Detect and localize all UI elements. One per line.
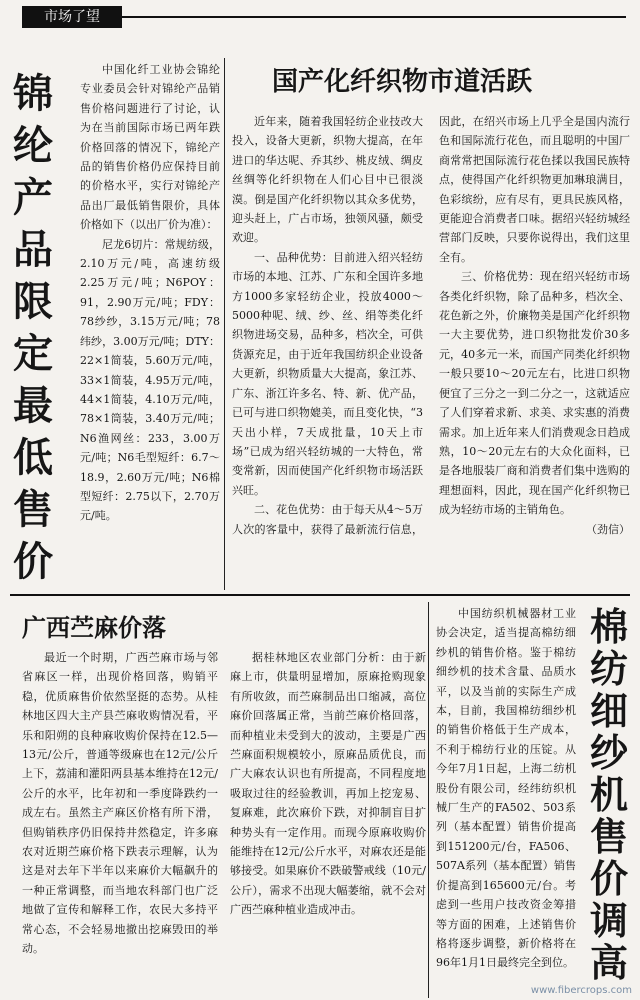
article4-body [436,604,576,996]
article3-title: 广西苎麻价落 [22,614,166,642]
title-char: 产 [13,175,53,221]
paragraph: 最近一个时期，广西苎麻市场与邻省麻区一样，出现价格回落，购销平稳，优质麻售价依然坚挺的态势。从桂林地区四大主产县苎麻收购情况看，平乐和阳朔的良种麻收购价保持在12.5—13元/公斤，普通等级麻也在12元/公斤上下，荔浦和灌阳两县基本维持在12元/公斤的水平，比年初和一季度降跌约一成左右。虽然主产麻区价格有所下滑，但购销秩序仍旧保持井然稳定，许多麻农对近期苎麻价格下跌表示理解，认为这是对去年下半年以来麻价大幅飙升的一种正常调整，而当地农科部门也广泛地做了宣传和解释工作，农民大多持平常心态，不会轻易地撤出挖麻毁田的举动。 [22,651,218,956]
title-char: 价 [589,857,628,901]
paragraph: 三、价格优势：现在绍兴轻纺市场各类化纤织物，除了品种多，档次全、花色新之外，价廉物美是国产化纤织物一大主要优势，进口织物批发价30多元，40多元一米，而国产同类化纤织物一般只要10～20元左右，比进口织物便宜了三分之一到二分之一，这就适应了人们穿着求新、求美、求实惠的消费需求。加上近年来人们消费观念日趋成熟，10～20元左右的大众化面料，已是各地服装厂商和消费者们集中选购的理想面料，因此，现在国产化纤织物已成为轻纺市场的主销角色。 [439,270,630,517]
paragraph: 二、花色优势：由于每天从4～5万人次的客量中，获得了最新流行信息，因此，在绍兴市场上几乎全是国内流行色和国际流行花色，而且聪明的中国厂商常常把国际流行花色揉以我国民族特点，使得国产化纤织物更加琳琅满目，色彩缤纷，应有尽有，更具民族风格，更能迎合消费者口味。据绍兴轻纺城经营部门反映，只要你说得出，我们这里全有。 [232,115,630,536]
horizontal-divider [10,594,630,596]
title-char: 定 [13,331,53,377]
article1-title [10,71,56,585]
article2-title: 国产化纤织物市道活跃 [272,67,533,97]
title-char: 品 [13,227,53,273]
title-char: 价 [13,539,53,585]
title-char: 低 [13,435,53,481]
title-char: 机 [589,773,628,817]
title-char: 纱 [589,731,628,775]
paragraph: 中国化纤工业协会锦纶专业委员会针对锦纶产品销售价格问题进行了讨论，认为在当前国际市场已两年跌价格回落的情况下，锦纶产品的销售价格仍应保持目前的价格水平，实行对锦纶产品出厂最低销售限价，具体价格如下（以出厂价为准）： [80,63,220,232]
title-char: 锦 [13,71,53,117]
title-char: 高 [589,941,628,985]
title-char: 纶 [13,123,53,169]
title-char: 纺 [589,647,628,691]
article2-byline: （劲信） [586,522,630,536]
paragraph: 一、品种优势：目前进入绍兴轻纺市场的本地、江苏、广东和全国许多地方1000多家轻纺企业，投放4000～5000种呢、绒、纱、丝、绢等类化纤织物进场交易，品种多，档次全，可供货源充足，由于近年我国纺织企业设备大更新，织物质量大大提高，象江苏、广东、浙江许多名、特、新、优产品，已可与进口织物媲美，而且变化快，“3天出小样，7天成批量，10天上市场”已成为绍兴轻纺城的一大特色，常变常新，因而使国产化纤织物市场活跃兴旺。 [232,250,423,497]
title-char: 售 [13,487,53,533]
article1-body [80,60,220,588]
page-header [0,0,640,34]
title-char: 最 [13,383,53,429]
title-char: 细 [589,689,628,733]
article3 [22,604,426,996]
watermark: www.fibercrops.com [530,985,632,996]
article2 [232,62,630,592]
title-char: 售 [589,815,628,859]
column-divider [224,58,225,590]
paragraph: 中国纺织机械器材工业协会决定，适当提高棉纺细纱机的销售价格。鉴于棉纺细纱机的技术含量、品质水平，以及当前的实际生产成本，目前，我国棉纺细纱机的销售价格低于生产成本，不利于棉纺行业的压锭。从今年7月1日起，上海二纺机股份有限公司，经纬纺织机械厂生产的FA502、503系列（基本配置）销售价提高到151200元/台，FA506、507A系列（基本配置）销售价提高到165600元/台。考虑到一些用户技改资金筹措等方面的困难，上述销售价格将逐步调整，新价格将在96年1月1日最终完全到位。 [436,607,576,970]
header-rule [122,16,626,18]
title-char: 限 [13,279,53,325]
paragraph: 近年来，随着我国轻纺企业技改大投入，设备大更新，织物大提高，在年进口的华达呢、乔其纱、桃皮绒、绸皮丝绸等化纤织物在人们心目中已很淡漠。倒是国产化纤织物以其众多优势，迎头赶上，广占市场，独领风骚，颇受欢迎。 [232,115,423,245]
paragraph: 据桂林地区农业部门分析：由于新麻上市，供量明显增加，原麻抢购现象有所收敛，而苎麻制品出口缩减，高位麻价回落属正常，当前苎麻价格回落，而种植业未受到大的波动，主要是广西苎麻面积规模较小，原麻品质优良，而广大麻农认识也有所提高，不同程度地吸取过往的经验教训，再加上挖宠易、复麻难，此次麻价下跌，对抑制盲目扩种势头有一定作用。而现今原麻收购价能维持在12元/公斤水平，对麻农还是能够接受。如果麻价不跌破警戒线（10元/公斤），需求不出现大幅萎缩，就不会对广西苎麻种植业造成冲击。 [230,651,426,917]
section-label: 市场了望 [22,6,122,28]
title-char: 调 [589,899,628,943]
column-divider [428,602,429,998]
paragraph: 尼龙6切片：常规纺级，2.10万元/吨，高速纺级2.25万元/吨；N6POY：91，2.90万元/吨；FDY：78纱纱，3.15万元/吨；78纬纱，3.00万元/吨；DTY：22×1简装，5.60万元/吨，33×1简装，4.95万元/吨，44×1简装，4.10万元/吨，78×1筒装，3.40万元/吨；N6渔网丝：233，3.00万元/吨；N6毛型短纤：6.7～18.9，2.60万元/吨；N6棉型短纤：2.75以下，2.70万元/吨。 [80,237,220,523]
title-char: 棉 [589,605,628,649]
article4-title [584,605,634,985]
